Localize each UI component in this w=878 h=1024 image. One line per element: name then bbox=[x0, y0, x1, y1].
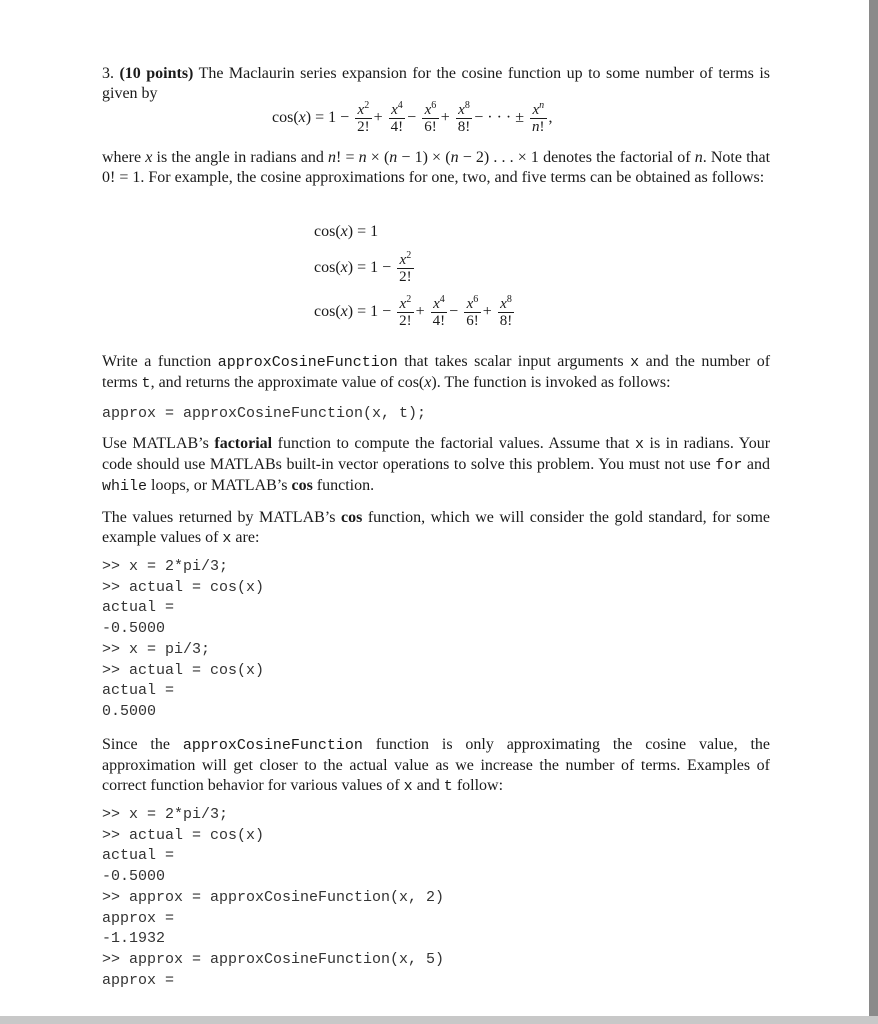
code-block-1 bbox=[102, 557, 264, 723]
code-line: actual = bbox=[102, 599, 175, 617]
approx-two-terms: cos(x) = 1 − $\frac{x^2}{2!}$ bbox=[314, 250, 412, 285]
code-line: >> approx = approxCosineFunction(x, 5) bbox=[102, 950, 445, 968]
problem-number: 3. bbox=[102, 65, 114, 82]
invoke-line: approx = approxCosineFunction(x, t); bbox=[102, 405, 427, 422]
code-line: actual = bbox=[102, 682, 175, 700]
code-block-2 bbox=[102, 805, 444, 991]
code-line: >> actual = cos(x) bbox=[102, 578, 265, 596]
code-line: >> x = pi/3; bbox=[102, 640, 211, 658]
intro-paragraph bbox=[102, 64, 770, 104]
code-line: 0.5000 bbox=[102, 702, 157, 720]
approx-five-terms: cos(x) = 1 − $\frac{x^2}{2!}$ + $\frac{x^4}{4!}$ − $\frac{x^6}{6!}$ + $\frac{x^8}{8!}$ bbox=[314, 294, 513, 329]
code-line: -1.1932 bbox=[102, 930, 166, 948]
code-line: >> actual = cos(x) bbox=[102, 826, 265, 844]
function-name: approxCosineFunction bbox=[217, 354, 398, 371]
intro-text: The Maclaurin series expansion for the cosine function up to some number of terms is given by bbox=[102, 65, 771, 102]
approx-one-term: cos(x) = 1 bbox=[314, 223, 379, 240]
code-line: actual = bbox=[102, 847, 175, 865]
where-paragraph: where x is the angle in radians and n! = n × (n − 1) × (n − 2) . . . × 1 denotes the factorial of n. Note that 0! = 1. For example, the cosine approximations for one, two, and five terms can be obtained as follows: bbox=[102, 149, 771, 186]
code-line: -0.5000 bbox=[102, 868, 166, 886]
code-line: -0.5000 bbox=[102, 620, 166, 638]
code-line: approx = bbox=[102, 971, 175, 989]
use-paragraph: Use MATLAB’s factorial function to compute the factorial values. Assume that x is in radians. Your code should use MATLABs built-in vector operations to solve this problem. You must not use for and while loops, or MATLAB’s cos function. bbox=[102, 435, 771, 495]
right-edge-bar bbox=[869, 0, 878, 1024]
maclaurin-equation: cos(x) = 1 − $\frac{x^2}{2!}$ + $\frac{x^4}{4!}$ − $\frac{x^6}{6!}$ + $\frac{x^8}{8!}$ − · · · ± $\frac{x^n}{n!}$ , bbox=[272, 100, 553, 135]
points-label: (10 points) bbox=[119, 65, 194, 82]
write-paragraph: Write a function approxCosineFunction that takes scalar input arguments x and the number of terms t, and returns the approximate value of cos(x). The function is invoked as follows: bbox=[102, 353, 771, 392]
code-line: >> approx = approxCosineFunction(x, 2) bbox=[102, 888, 445, 906]
code-line: >> actual = cos(x) bbox=[102, 661, 265, 679]
code-line: >> x = 2*pi/3; bbox=[102, 558, 229, 575]
gold-paragraph: The values returned by MATLAB’s cos function, which we will consider the gold standard, for some example values of x are: bbox=[102, 509, 771, 547]
code-line: approx = bbox=[102, 909, 175, 927]
bottom-edge-bar bbox=[0, 1016, 878, 1024]
code-line: >> x = 2*pi/3; bbox=[102, 806, 229, 823]
since-paragraph: Since the approxCosineFunction function is only approximating the cosine value, the approximation will get closer to the actual value as we increase the number of terms. Examples of correct function behavior for various values of x and t follow: bbox=[102, 736, 771, 795]
